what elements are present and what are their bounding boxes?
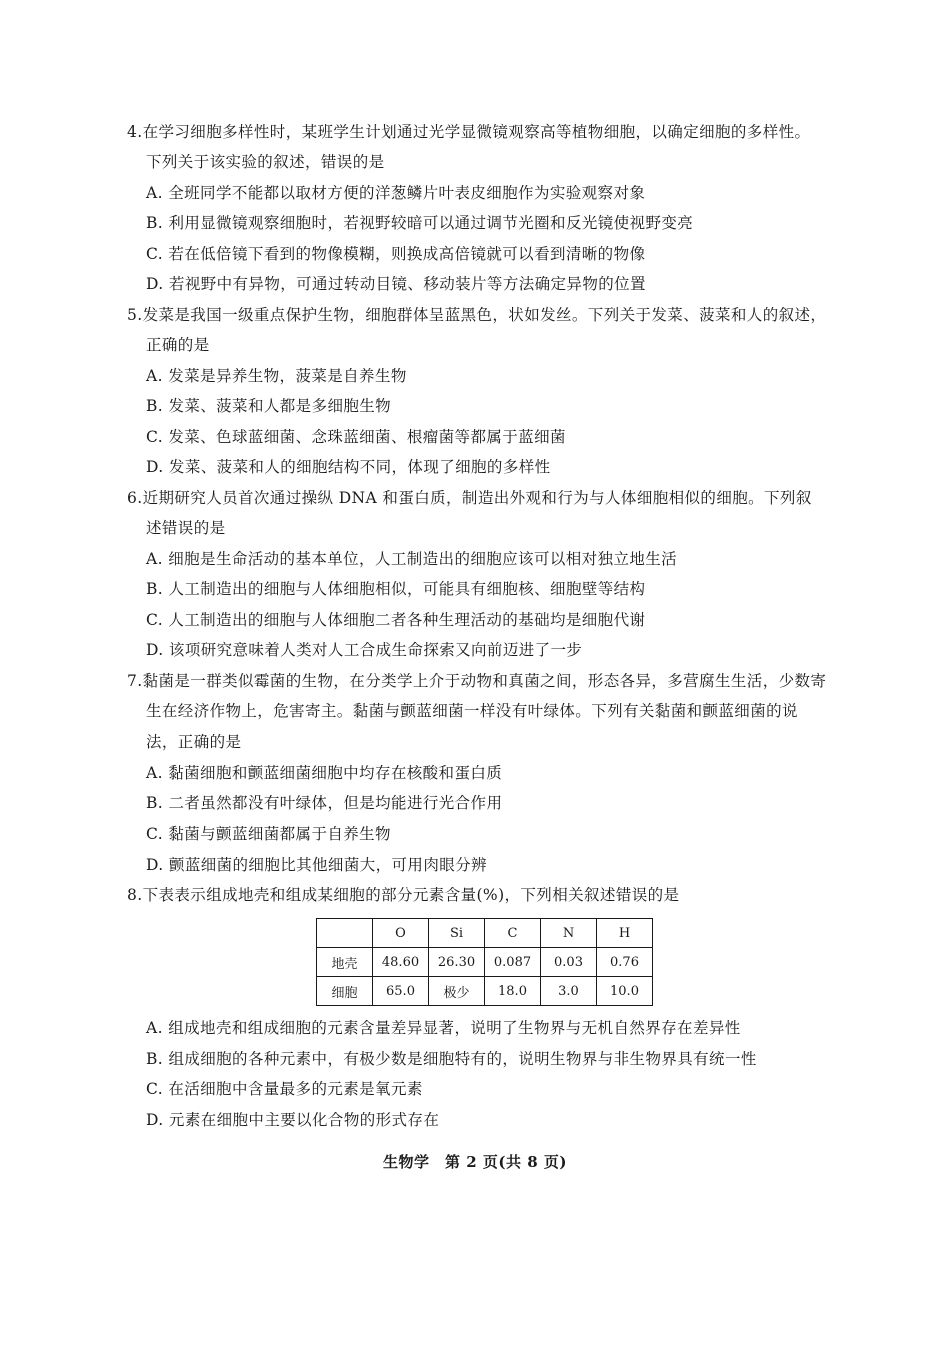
table-cell xyxy=(317,919,373,948)
q7-stem-line3: 法，正确的是 xyxy=(146,733,242,751)
table-cell: 48.60 xyxy=(373,948,429,977)
q7-option-c: C. 黏菌与颤蓝细菌都属于自养生物 xyxy=(146,825,391,843)
q5-option-c: C. 发菜、色球蓝细菌、念珠蓝细菌、根瘤菌等都属于蓝细菌 xyxy=(146,428,566,446)
table-row xyxy=(317,948,653,977)
q6-option-a: A. 细胞是生命活动的基本单位，人工制造出的细胞应该可以相对独立地生活 xyxy=(146,550,678,568)
q5-option-a: A. 发菜是异养生物，菠菜是自养生物 xyxy=(146,367,407,385)
q6-option-d: D. 该项研究意味着人类对人工合成生命探索又向前迈进了一步 xyxy=(146,641,583,659)
table-cell: 18.0 xyxy=(485,977,541,1006)
q8-option-b: B. 组成细胞的各种元素中，有极少数是细胞特有的，说明生物界与非生物界具有统一性 xyxy=(146,1050,757,1068)
q4-option-b: B. 利用显微镜观察细胞时，若视野较暗可以通过调节光圈和反光镜使视野变亮 xyxy=(146,214,694,232)
table-header-row xyxy=(317,919,653,948)
q5-stem-line1: 5.发菜是我国一级重点保护生物，细胞群体呈蓝黑色，状如发丝。下列关于发菜、菠菜和人的叙述， xyxy=(127,306,827,324)
table-cell: 0.76 xyxy=(597,948,653,977)
table-cell: 3.0 xyxy=(541,977,597,1006)
q6-option-c: C. 人工制造出的细胞与人体细胞二者各种生理活动的基础均是细胞代谢 xyxy=(146,611,646,629)
q8-option-a: A. 组成地壳和组成细胞的元素含量差异显著，说明了生物界与无机自然界存在差异性 xyxy=(146,1019,741,1037)
table-cell: 0.03 xyxy=(541,948,597,977)
table-cell: 26.30 xyxy=(429,948,485,977)
table-cell: Si xyxy=(429,919,485,948)
q4-option-c: C. 若在低倍镜下看到的物像模糊，则换成高倍镜就可以看到清晰的物像 xyxy=(146,245,646,263)
q8-stem: 8.下表表示组成地壳和组成某细胞的部分元素含量(%)，下列相关叙述错误的是 xyxy=(127,886,680,904)
q5-stem-line2: 正确的是 xyxy=(146,336,210,354)
q7-option-b: B. 二者虽然都没有叶绿体，但是均能进行光合作用 xyxy=(146,794,503,812)
q8-option-d: D. 元素在细胞中主要以化合物的形式存在 xyxy=(146,1111,440,1129)
table-cell: H xyxy=(597,919,653,948)
q7-stem-line1: 7.黏菌是一群类似霉菌的生物，在分类学上介于动物和真菌之间，形态各异，多营腐生生活，少数寄 xyxy=(127,672,827,690)
page-footer: 生物学 第 2 页(共 8 页) xyxy=(383,1153,567,1171)
q4-stem-line1: 4.在学习细胞多样性时，某班学生计划通过光学显微镜观察高等植物细胞，以确定细胞的多样性。 xyxy=(127,123,811,141)
q7-stem-line2: 生在经济作物上，危害寄主。黏菌与颤蓝细菌一样没有叶绿体。下列有关黏菌和颤蓝细菌的说 xyxy=(146,702,798,720)
q4-stem-line2: 下列关于该实验的叙述，错误的是 xyxy=(146,153,385,171)
table-cell: 极少 xyxy=(429,977,485,1006)
q8-option-c: C. 在活细胞中含量最多的元素是氧元素 xyxy=(146,1080,423,1098)
q7-option-a: A. 黏菌细胞和颤蓝细菌细胞中均存在核酸和蛋白质 xyxy=(146,764,503,782)
table-row xyxy=(317,977,653,1006)
table-cell: N xyxy=(541,919,597,948)
q6-option-b: B. 人工制造出的细胞与人体细胞相似，可能具有细胞核、细胞壁等结构 xyxy=(146,580,646,598)
table-cell: C xyxy=(485,919,541,948)
element-content-table xyxy=(316,918,653,1006)
q5-option-b: B. 发菜、菠菜和人都是多细胞生物 xyxy=(146,397,392,415)
table-cell: 10.0 xyxy=(597,977,653,1006)
q4-option-a: A. 全班同学不能都以取材方便的洋葱鳞片叶表皮细胞作为实验观察对象 xyxy=(146,184,646,202)
table-cell: O xyxy=(373,919,429,948)
q4-option-d: D. 若视野中有异物，可通过转动目镜、移动装片等方法确定异物的位置 xyxy=(146,275,646,293)
q5-option-d: D. 发菜、菠菜和人的细胞结构不同，体现了细胞的多样性 xyxy=(146,458,551,476)
table-cell: 0.087 xyxy=(485,948,541,977)
q7-option-d: D. 颤蓝细菌的细胞比其他细菌大，可用肉眼分辨 xyxy=(146,856,487,874)
q6-stem-line1: 6.近期研究人员首次通过操纵 DNA 和蛋白质，制造出外观和行为与人体细胞相似的细胞。下列叙 xyxy=(127,489,812,507)
table-cell: 细胞 xyxy=(317,977,373,1006)
q6-stem-line2: 述错误的是 xyxy=(146,519,226,537)
table-cell: 65.0 xyxy=(373,977,429,1006)
table-cell: 地壳 xyxy=(317,948,373,977)
